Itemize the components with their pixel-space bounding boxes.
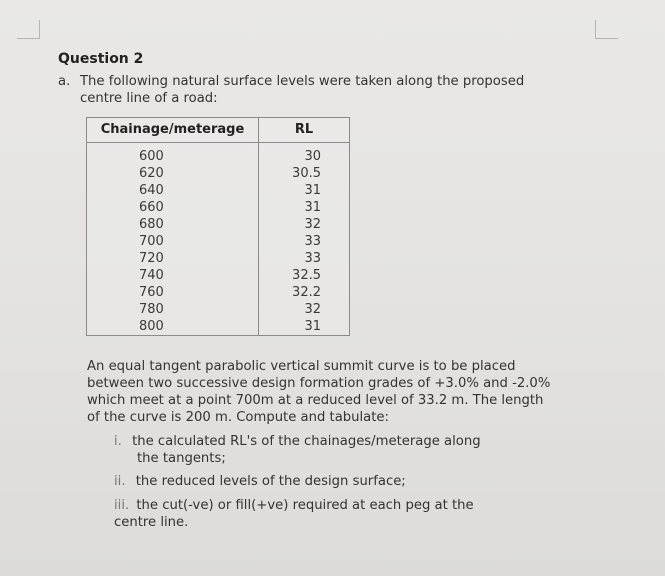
chainage-cell: 680 bbox=[139, 217, 164, 232]
rl-cell: 30.5 bbox=[292, 166, 321, 181]
item-roman: i. bbox=[114, 434, 122, 449]
intro-line-2: centre line of a road: bbox=[80, 91, 218, 106]
paragraph-line-3: which meet at a point 700m at a reduced level of 33.2 m. The length bbox=[87, 393, 544, 408]
rl-cell: 31 bbox=[304, 183, 321, 198]
rl-cell: 32 bbox=[304, 217, 321, 232]
list-item bbox=[114, 433, 481, 450]
rl-cell: 33 bbox=[304, 251, 321, 266]
list-item bbox=[114, 473, 406, 490]
chainage-cell: 600 bbox=[139, 149, 164, 164]
rl-cell: 33 bbox=[304, 234, 321, 249]
crop-mark-right bbox=[595, 20, 618, 39]
rl-cell: 32.5 bbox=[292, 268, 321, 283]
part-letter: a. bbox=[58, 74, 71, 89]
rl-cell: 30 bbox=[304, 149, 321, 164]
problem-paragraph bbox=[87, 358, 587, 426]
chainage-cell: 660 bbox=[139, 200, 164, 215]
chainage-cell: 620 bbox=[139, 166, 164, 181]
item-roman: iii. bbox=[114, 498, 130, 513]
item-text: the calculated RL's of the chainages/meterage along bbox=[132, 434, 481, 449]
levels-table bbox=[86, 117, 350, 336]
list-item bbox=[114, 497, 474, 514]
chainage-cell: 800 bbox=[139, 319, 164, 334]
rl-cell: 32.2 bbox=[292, 285, 321, 300]
paragraph-line-1: An equal tangent parabolic vertical summit curve is to be placed bbox=[87, 359, 516, 374]
chainage-cell: 700 bbox=[139, 234, 164, 249]
intro-line-1: The following natural surface levels were taken along the proposed bbox=[80, 74, 525, 89]
chainage-cell: 740 bbox=[139, 268, 164, 283]
chainage-column bbox=[87, 143, 259, 335]
rl-cell: 32 bbox=[304, 302, 321, 317]
list-item-continuation: the tangents; bbox=[137, 451, 226, 466]
header-rl: RL bbox=[294, 122, 314, 137]
chainage-cell: 780 bbox=[139, 302, 164, 317]
chainage-cell: 760 bbox=[139, 285, 164, 300]
paragraph-line-2: between two successive design formation grades of +3.0% and -2.0% bbox=[87, 376, 551, 391]
crop-mark-left bbox=[17, 20, 40, 39]
paragraph-line-4: of the curve is 200 m. Compute and tabulate: bbox=[87, 410, 389, 425]
chainage-cell: 720 bbox=[139, 251, 164, 266]
rl-cell: 31 bbox=[304, 319, 321, 334]
question-title: Question 2 bbox=[58, 51, 144, 67]
item-text: the reduced levels of the design surface; bbox=[135, 474, 406, 489]
rl-cell: 31 bbox=[304, 200, 321, 215]
header-chainage: Chainage/meterage bbox=[87, 118, 259, 142]
item-text: the cut(-ve) or fill(+ve) required at each peg at the bbox=[136, 498, 474, 513]
list-item-continuation: centre line. bbox=[114, 515, 189, 530]
table-header-row bbox=[87, 118, 349, 143]
chainage-cell: 640 bbox=[139, 183, 164, 198]
question-intro bbox=[58, 73, 578, 107]
rl-column bbox=[259, 143, 349, 335]
item-roman: ii. bbox=[114, 474, 126, 489]
